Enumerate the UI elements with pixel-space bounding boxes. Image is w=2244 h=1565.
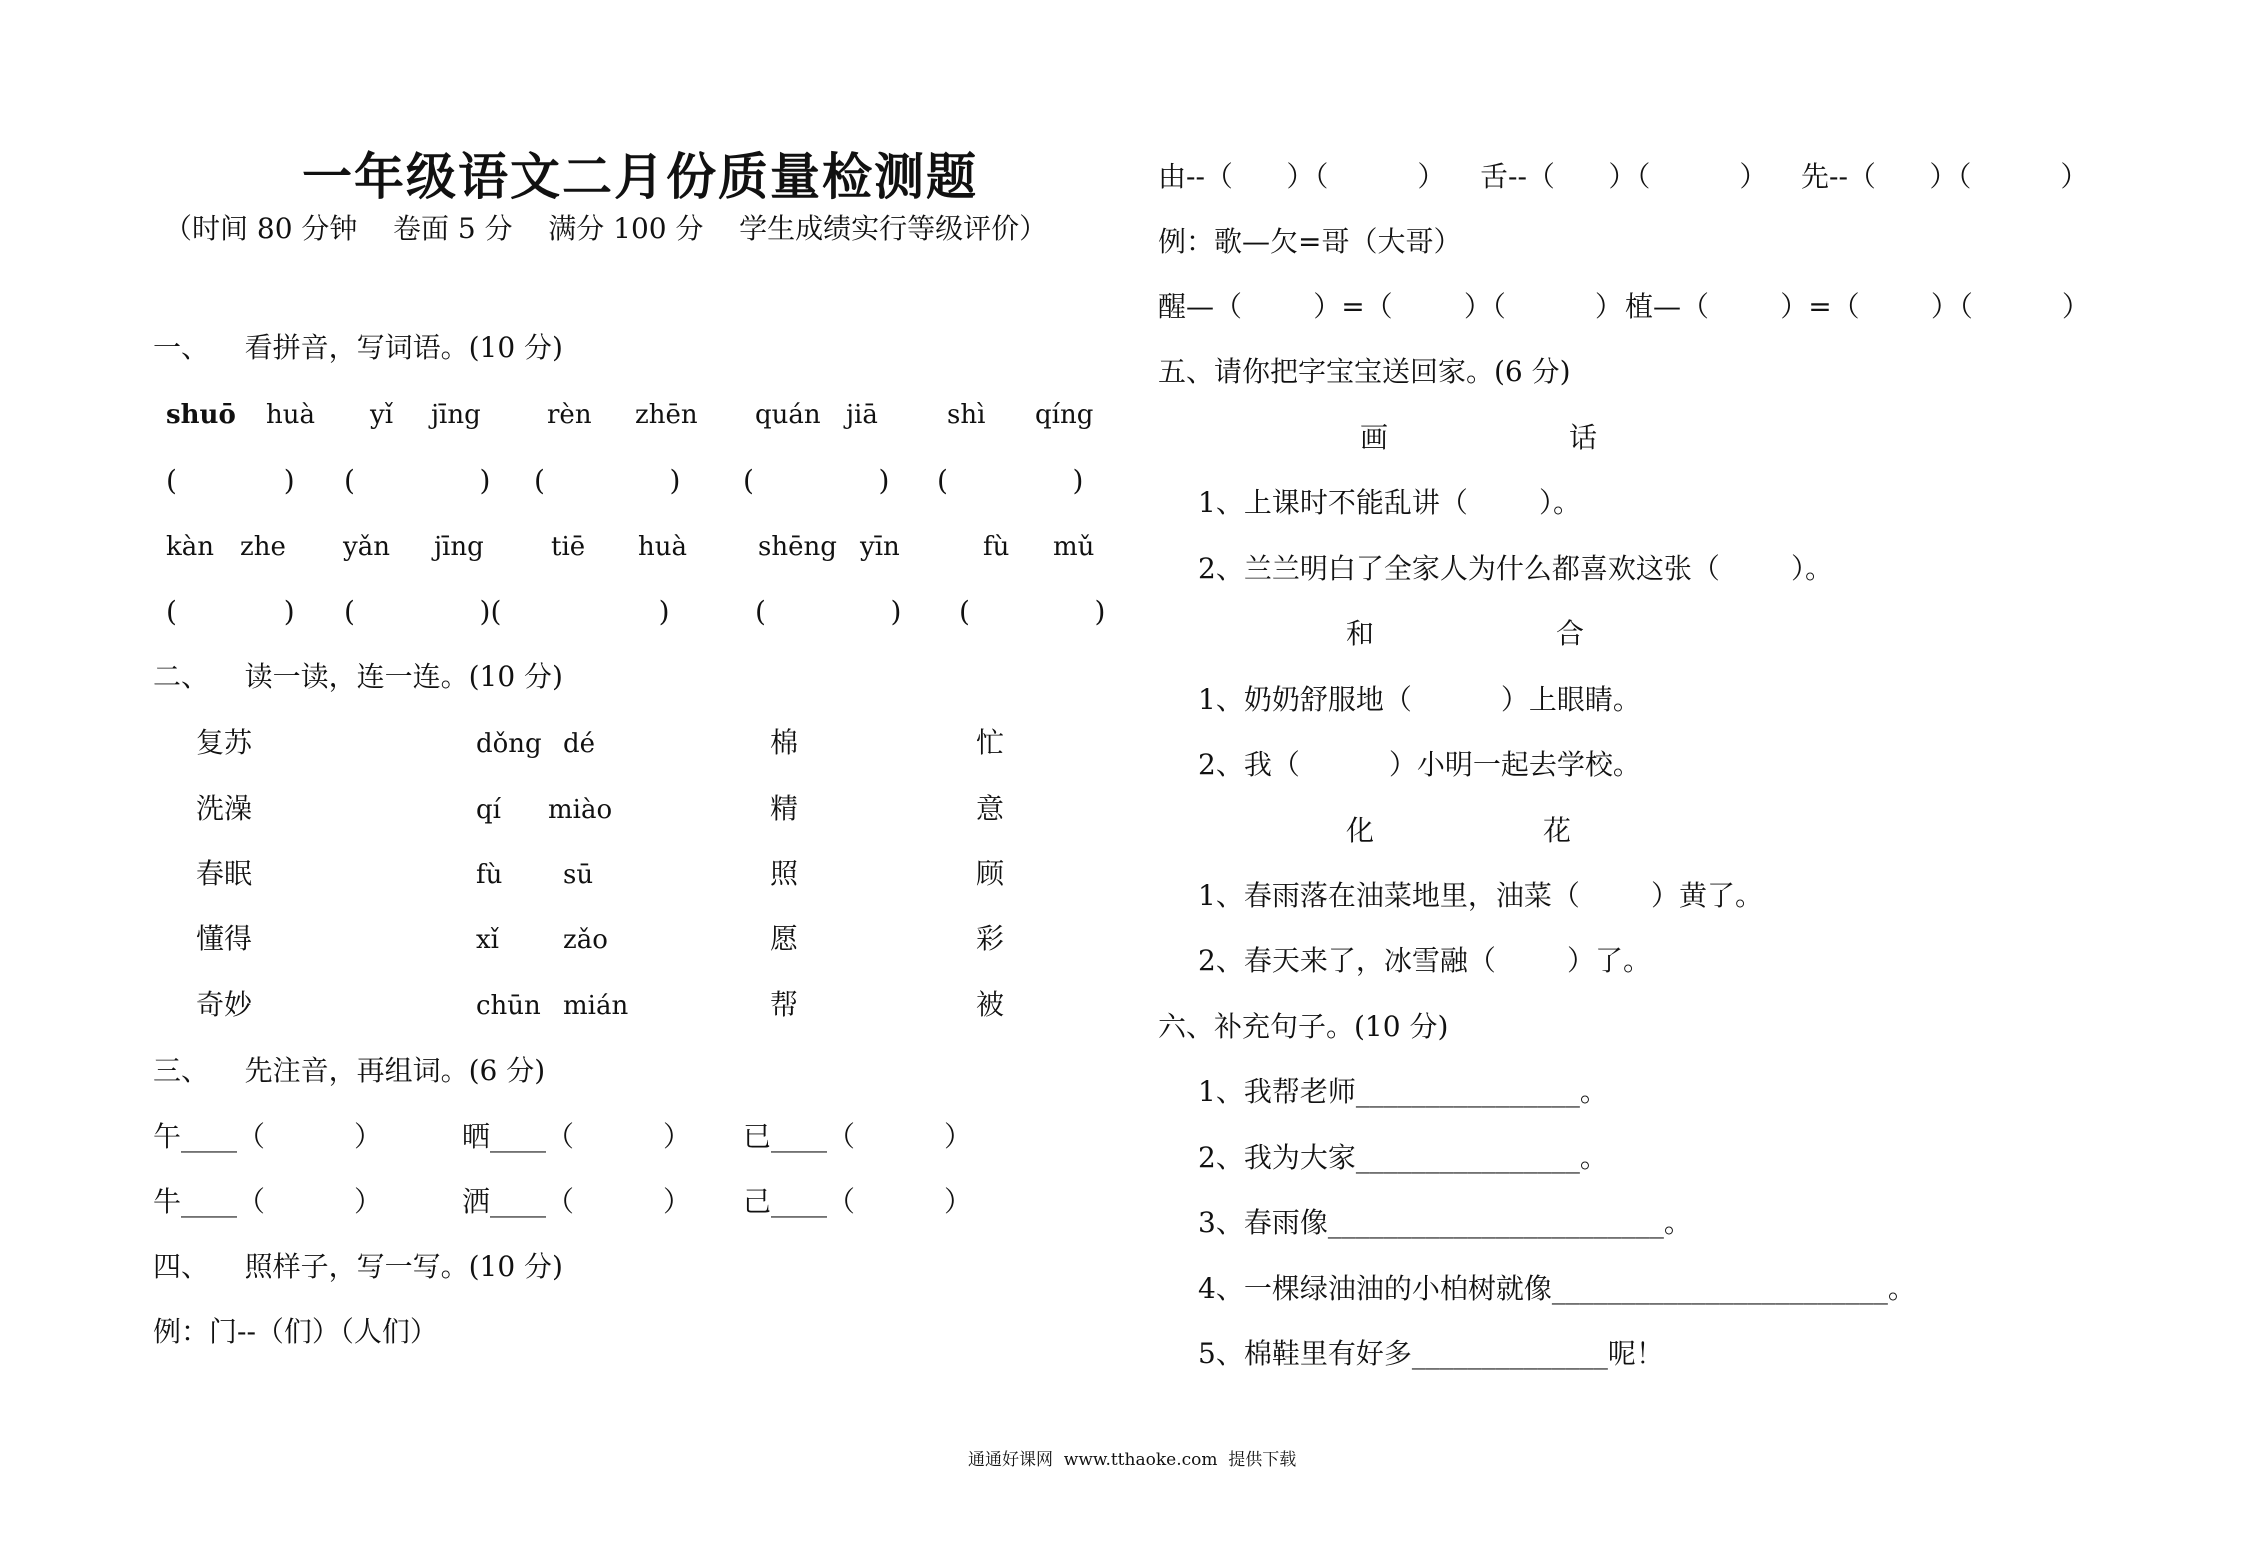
pinyin: kàn: [166, 532, 215, 562]
answer-blank[interactable]: ( ): [344, 464, 491, 497]
pinyin: zǎo: [563, 925, 608, 955]
fill-sentence[interactable]: 2、我（ ）小明一起去学校。: [1198, 748, 1641, 781]
pinyin: shēng: [758, 532, 837, 562]
pinyin: dǒng: [476, 729, 542, 759]
pinyin: yǎn: [343, 532, 390, 562]
sentence-item[interactable]: 4、一棵绿油油的小柏树就像________________________。: [1198, 1272, 1916, 1305]
answer-blank[interactable]: ( ): [534, 464, 681, 497]
pinyin: rèn: [547, 400, 592, 430]
answer-blank[interactable]: ( ): [743, 464, 890, 497]
pinyin: miào: [548, 795, 613, 825]
answer-blank[interactable]: ( ): [755, 595, 902, 628]
pinyin: zhēn: [635, 400, 698, 430]
pinyin: qíng: [1035, 400, 1094, 430]
section3-heading: 三、 先注音，再组词。(6 分): [153, 1054, 546, 1087]
pinyin: fù: [476, 860, 503, 890]
choice-char: 画: [1360, 421, 1389, 454]
pinyin: sū: [563, 860, 594, 890]
section6-heading: 六、补充句子。(10 分): [1158, 1010, 1449, 1043]
section4-heading: 四、 照样子，写一写。(10 分): [153, 1250, 563, 1283]
fill-sentence[interactable]: 2、兰兰明白了全家人为什么都喜欢这张（ ）。: [1198, 552, 1834, 585]
pinyin: qí: [476, 795, 501, 825]
sentence-item[interactable]: 1、我帮老师________________。: [1198, 1075, 1608, 1108]
section1-heading: 一、 看拼音，写词语。(10 分): [153, 331, 563, 364]
compose-item[interactable]: 先--（ ）（ ）: [1801, 160, 2089, 193]
phonetic-item[interactable]: 晒____（ ）: [462, 1120, 692, 1153]
sentence-item[interactable]: 3、春雨像________________________。: [1198, 1206, 1692, 1239]
word: 复苏: [196, 726, 253, 759]
phonetic-item[interactable]: 洒____（ ）: [462, 1185, 692, 1218]
compose-item[interactable]: 植—（ ）=（ ）（ ）: [1625, 290, 2090, 323]
fill-sentence[interactable]: 1、春雨落在油菜地里，油菜（ ）黄了。: [1198, 879, 1764, 912]
pinyin: huà: [638, 532, 687, 562]
char: 照: [770, 857, 799, 890]
phonetic-item[interactable]: 已____（ ）: [743, 1120, 973, 1153]
pinyin: mián: [563, 991, 629, 1021]
section4-example2: 例：歌—欠=哥（大哥）: [1158, 225, 1462, 258]
pinyin: chūn: [476, 991, 541, 1021]
section4-example1: 例：门--（们）（人们）: [153, 1315, 438, 1348]
sentence-item[interactable]: 5、棉鞋里有好多______________呢！: [1198, 1337, 1664, 1370]
word: 奇妙: [196, 988, 253, 1021]
footer-watermark: 通通好课网 www.tthaoke.com 提供下载: [968, 1450, 1297, 1470]
phonetic-item[interactable]: 午____（ ）: [153, 1120, 383, 1153]
pinyin: jiā: [846, 400, 878, 430]
char: 精: [770, 792, 799, 825]
section2-heading: 二、 读一读，连一连。(10 分): [153, 660, 563, 693]
phonetic-item[interactable]: 己____（ ）: [743, 1185, 973, 1218]
char: 忙: [976, 726, 1005, 759]
pinyin: yǐ: [370, 400, 394, 430]
pinyin: xǐ: [476, 925, 499, 955]
answer-blank[interactable]: ( ): [166, 464, 295, 497]
pinyin: jīng: [434, 532, 484, 562]
answer-blank[interactable]: ): [534, 595, 670, 628]
word: 洗澡: [196, 792, 253, 825]
choice-char: 话: [1569, 421, 1598, 454]
pinyin: mǔ: [1053, 532, 1095, 562]
pinyin: shuō: [166, 400, 236, 430]
compose-item[interactable]: 醒—（ ）=（ ）（ ）: [1158, 290, 1623, 323]
char: 帮: [770, 988, 799, 1021]
pinyin: dé: [563, 729, 596, 759]
pinyin: tiē: [551, 532, 586, 562]
page-title: 一年级语文二月份质量检测题: [302, 147, 978, 206]
fill-sentence[interactable]: 2、春天来了，冰雪融（ ）了。: [1198, 944, 1652, 977]
pinyin: fù: [983, 532, 1010, 562]
choice-char: 合: [1556, 617, 1585, 650]
compose-item[interactable]: 舌--（ ）（ ）: [1480, 160, 1768, 193]
char: 意: [976, 792, 1005, 825]
answer-blank[interactable]: ( ): [166, 595, 295, 628]
answer-blank[interactable]: ( ): [937, 464, 1084, 497]
char: 棉: [770, 726, 799, 759]
word: 春眠: [196, 857, 253, 890]
compose-item[interactable]: 由--（ ）（ ）: [1158, 160, 1446, 193]
char: 彩: [976, 922, 1005, 955]
answer-blank[interactable]: ( ): [959, 595, 1106, 628]
pinyin: zhe: [240, 532, 286, 562]
char: 愿: [770, 922, 799, 955]
pinyin: huà: [266, 400, 315, 430]
word: 懂得: [196, 922, 253, 955]
answer-blank[interactable]: ( )(: [344, 595, 502, 628]
phonetic-item[interactable]: 牛____（ ）: [153, 1185, 383, 1218]
pinyin: jīng: [431, 400, 481, 430]
section5-heading: 五、请你把字宝宝送回家。(6 分): [1158, 355, 1571, 388]
pinyin: yīn: [860, 532, 900, 562]
choice-char: 化: [1346, 814, 1375, 847]
char: 顾: [976, 857, 1005, 890]
choice-char: 花: [1543, 814, 1572, 847]
pinyin: shì: [947, 400, 986, 430]
pinyin: quán: [755, 400, 821, 430]
sentence-item[interactable]: 2、我为大家________________。: [1198, 1141, 1608, 1174]
fill-sentence[interactable]: 1、奶奶舒服地（ ）上眼睛。: [1198, 683, 1641, 716]
char: 被: [976, 988, 1005, 1021]
exam-subtitle: （时间 80 分钟 卷面 5 分 满分 100 分 学生成绩实行等级评价）: [164, 212, 1048, 245]
fill-sentence[interactable]: 1、上课时不能乱讲（ ）。: [1198, 486, 1582, 519]
choice-char: 和: [1346, 617, 1375, 650]
